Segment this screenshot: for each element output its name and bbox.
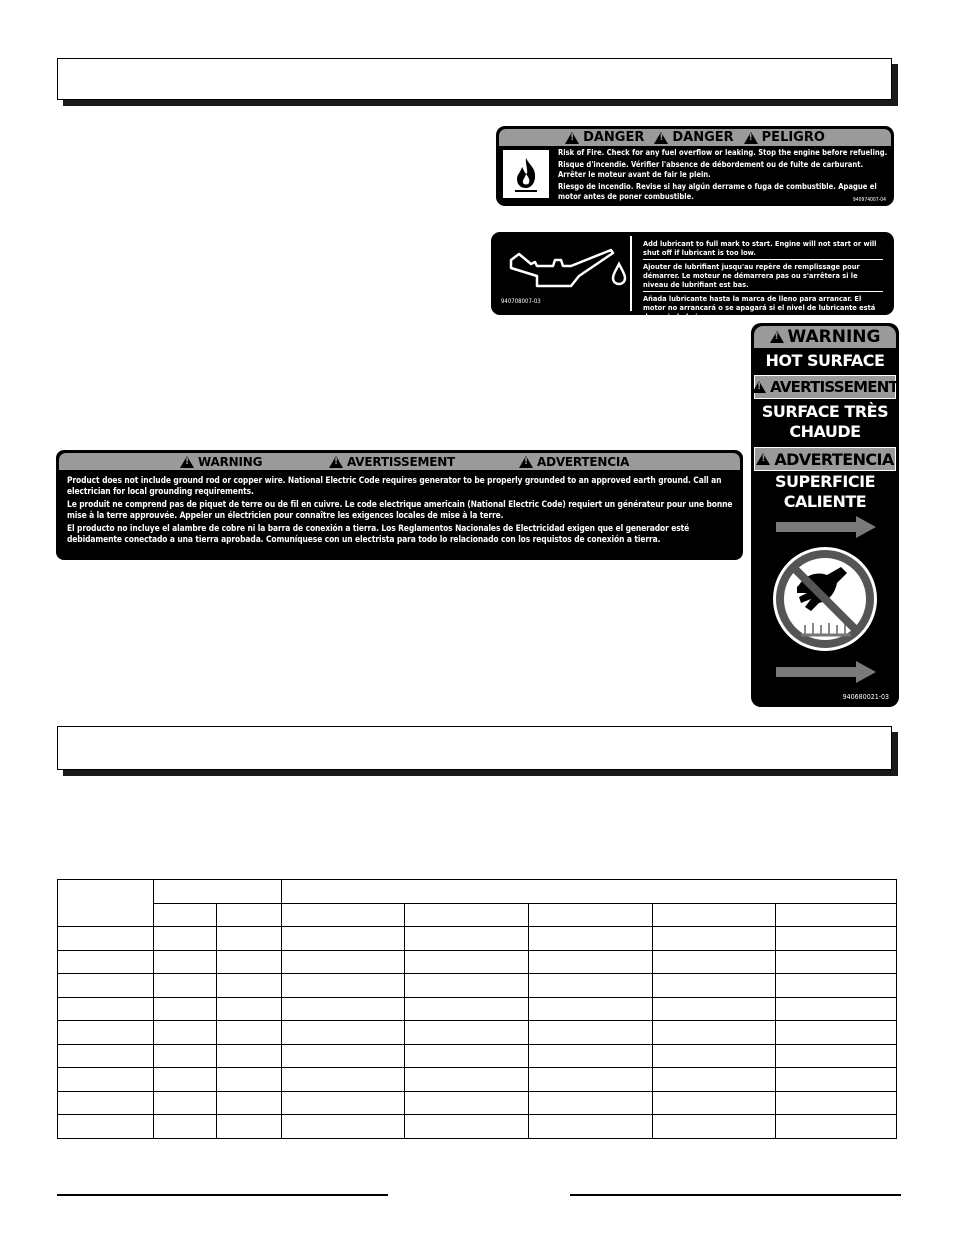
ground-header-1: !WARNING [180, 455, 262, 469]
table-cell [153, 997, 216, 1021]
oil-can-icon [501, 242, 626, 297]
hot-part-number: 940680021-03 [842, 693, 889, 701]
table-cell [529, 1021, 653, 1045]
table-cell [216, 903, 281, 927]
table-row [58, 1044, 897, 1068]
oil-level-decal [491, 232, 894, 321]
table-cell [58, 997, 154, 1021]
table-cell [216, 1115, 281, 1139]
warning-triangle-icon [519, 456, 533, 468]
hot-advertencia-header: ! ADVERTENCIA [754, 447, 896, 471]
table-cell [653, 997, 776, 1021]
table-cell [281, 1044, 404, 1068]
table-cell [216, 997, 281, 1021]
table-cell [281, 1115, 404, 1139]
grounding-warning-decal [56, 450, 743, 560]
danger-decal-header [499, 129, 891, 146]
table-cell [404, 1068, 529, 1092]
table-cell [529, 1091, 653, 1115]
oil-text-es: Añada lubricante hasta la marca de lleno para arrancar. El motor no arrancará o se apagará si el nivel de lubricante está demasiado bajo. [643, 294, 876, 321]
table-cell [153, 1115, 216, 1139]
table-cell [281, 1091, 404, 1115]
table-cell [281, 1068, 404, 1092]
table-cell [653, 1068, 776, 1092]
ground-header-3: ! ADVERTENCIA [519, 455, 629, 469]
table-cell [153, 974, 216, 998]
table-cell [58, 1044, 154, 1068]
table-cell [529, 1115, 653, 1139]
table-cell [216, 927, 281, 951]
warning-triangle-icon [752, 381, 766, 393]
table-cell [58, 927, 154, 951]
table-header-row [58, 880, 897, 904]
table-cell [404, 974, 529, 998]
table-cell [776, 1091, 897, 1115]
fire-icon [503, 150, 549, 198]
warning-triangle-icon [770, 331, 784, 343]
table-cell [653, 1091, 776, 1115]
table-cell [281, 997, 404, 1021]
table-cell [58, 1115, 154, 1139]
hot-surface-fr: SURFACE TRÈS CHAUDE [761, 402, 889, 441]
no-touch-hand-icon [771, 545, 879, 658]
hot-surface-es: SUPERFICIE CALIENTE [775, 472, 875, 511]
table-row [58, 950, 897, 974]
table-cell [281, 950, 404, 974]
table-cell [404, 950, 529, 974]
table-row [58, 1021, 897, 1045]
table-cell [776, 1021, 897, 1045]
table-row [58, 997, 897, 1021]
table-cell [529, 927, 653, 951]
table-cell [404, 1115, 529, 1139]
table-cell [216, 974, 281, 998]
oil-part-number: 940708007-03 [501, 298, 541, 305]
table-cell [58, 974, 154, 998]
table-row [58, 1068, 897, 1092]
table-cell [153, 1044, 216, 1068]
table-cell [404, 1091, 529, 1115]
grounding-decal-header [59, 453, 740, 470]
warning-triangle-icon [180, 456, 194, 468]
danger-header-3: ! PELIGRO [744, 130, 825, 145]
danger-part-number: 940974007-04 [852, 197, 886, 203]
table-cell [153, 1021, 216, 1045]
hot-avertissement-header: ! AVERTISSEMENT [754, 375, 896, 399]
table-cell [776, 997, 897, 1021]
warning-triangle-icon [654, 132, 668, 144]
table-cell [153, 880, 281, 904]
table-cell [404, 1021, 529, 1045]
table-cell [216, 1068, 281, 1092]
ground-text-fr: Le produit ne comprend pas de piquet de terre ou de fil en cuivre. Le code electrique americain (National Electric Code) requiert un générateur pour une bonne mise à la terre approuvée. Appeler un électricien pour connaître les exigences locales de mise à la terre. [67, 499, 733, 520]
table-cell [529, 997, 653, 1021]
danger-header-1: !DANGER [565, 130, 644, 145]
table-cell [653, 974, 776, 998]
table-cell [653, 1115, 776, 1139]
danger-text-fr: Risque d'incendie. Vérifier l'absence de débordement ou de fuite de carburant. Arrêter le moteur avant de fair le plein. [558, 160, 864, 179]
table-cell [653, 927, 776, 951]
table-row [58, 927, 897, 951]
oil-text-en: Add lubricant to full mark to start. Engine will not start or will shut off if lubricant is too low. [643, 239, 883, 260]
table-cell [404, 997, 529, 1021]
table-cell [529, 1068, 653, 1092]
footer-rule-right [570, 1194, 901, 1196]
danger-text-es: Riesgo de incendio. Revise si hay algún derrame o fuga de combustible. Apague el motor antes de poner combustible. [558, 182, 877, 201]
table-cell [216, 1021, 281, 1045]
arrow-right-icon [776, 516, 878, 543]
table-cell [153, 1091, 216, 1115]
table-cell [404, 1044, 529, 1068]
warning-triangle-icon [744, 132, 758, 144]
table-cell [153, 927, 216, 951]
table-cell [58, 1021, 154, 1045]
danger-header-2: ! DANGER [654, 130, 733, 145]
ground-text-es: El producto no incluye el alambre de cobre ni la barra de conexión a tierra. Los Reglamentos Nacionales de Electricidad exigen que el generador esté debidamente conectado a una tierra aprobada. Comuníquese con un electrista para todo lo relacionado con los requistos de conexión a tierra. [67, 523, 690, 544]
ground-header-2: ! AVERTISSEMENT [329, 455, 455, 469]
table-cell [216, 1091, 281, 1115]
spec-table [57, 879, 897, 1139]
table-cell [58, 1068, 154, 1092]
oil-text-fr: Ajouter de lubrifiant jusqu'au repère de remplissage pour démarrer. Le moteur ne démarrera pas ou s'arrêtera si le niveau de lubrifiant est bas. [643, 262, 883, 292]
hot-surface-en: HOT SURFACE [765, 351, 885, 370]
danger-fire-decal [496, 126, 894, 206]
warning-triangle-icon [329, 456, 343, 468]
table-cell [216, 1044, 281, 1068]
footer-rule-left [57, 1194, 388, 1196]
table-cell [653, 1044, 776, 1068]
warning-triangle-icon [756, 453, 770, 465]
hot-warning-header: ! WARNING [754, 326, 896, 348]
table-cell [529, 1044, 653, 1068]
table-cell [653, 1021, 776, 1045]
warning-triangle-icon [565, 132, 579, 144]
table-cell [153, 950, 216, 974]
table-cell [281, 903, 404, 927]
section-header-1 [57, 58, 892, 100]
table-cell [529, 974, 653, 998]
table-cell [404, 927, 529, 951]
table-cell [281, 1021, 404, 1045]
section-header-2 [57, 726, 892, 770]
table-cell [653, 950, 776, 974]
table-cell [153, 1068, 216, 1092]
table-row [58, 1091, 897, 1115]
table-cell [776, 903, 897, 927]
table-cell [281, 880, 896, 904]
table-cell [216, 950, 281, 974]
table-cell [153, 903, 216, 927]
table-cell [404, 903, 529, 927]
table-cell [776, 1115, 897, 1139]
table-row [58, 974, 897, 998]
table-cell [58, 880, 154, 927]
table-cell [653, 903, 776, 927]
table-cell [776, 927, 897, 951]
table-cell [281, 974, 404, 998]
hot-surface-decal [751, 323, 899, 707]
danger-text-en: Risk of Fire. Check for any fuel overflow or leaking. Stop the engine before refueling. [558, 148, 888, 157]
table-cell [776, 974, 897, 998]
table-header-row [58, 903, 897, 927]
table-cell [58, 1091, 154, 1115]
ground-text-en: Product does not include ground rod or copper wire. National Electric Code requires generator to be properly grounded to an approved earth ground. Call an electrician for local grounding requirements. [67, 475, 722, 496]
table-cell [776, 950, 897, 974]
table-cell [776, 1044, 897, 1068]
table-cell [58, 950, 154, 974]
table-row [58, 1115, 897, 1139]
table-cell [281, 927, 404, 951]
table-cell [776, 1068, 897, 1092]
table-cell [529, 903, 653, 927]
arrow-right-icon [776, 661, 878, 688]
table-cell [529, 950, 653, 974]
